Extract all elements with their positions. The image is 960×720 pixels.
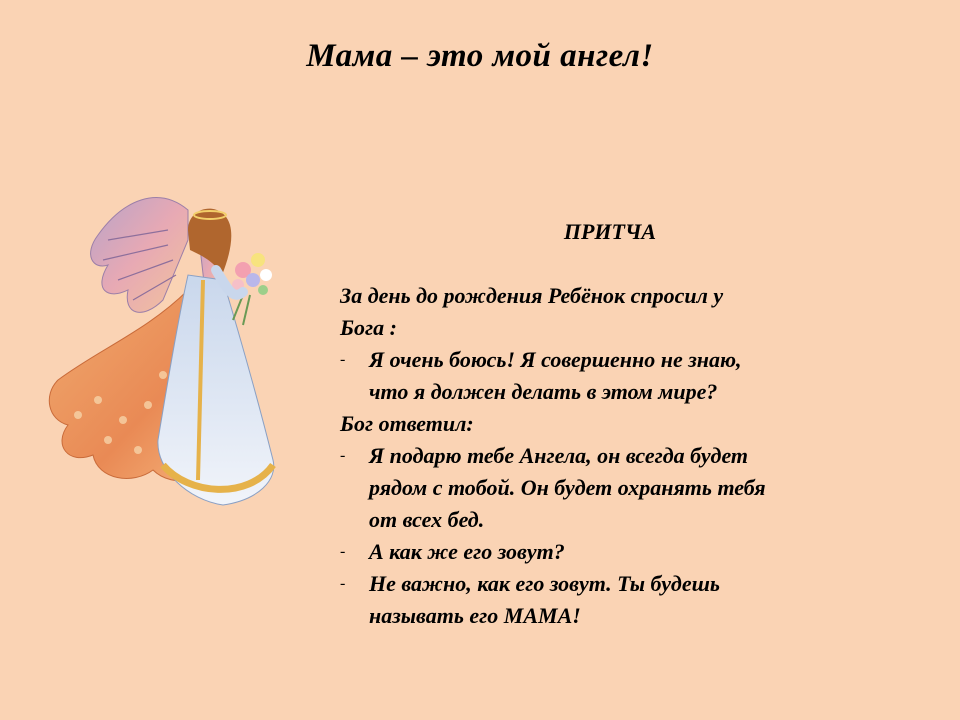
dialogue-item (340, 344, 900, 408)
parable-text (340, 216, 900, 632)
dialogue-line: А как же его зовут? (369, 539, 565, 564)
parable-heading: ПРИТЧА (563, 219, 657, 244)
dialogue-line: Не важно, как его зовут. Ты будешь (369, 571, 720, 596)
angel-with-flowers-icon (38, 180, 288, 525)
intro-line: Бога : (340, 315, 397, 340)
god-answered-line: Бог ответил: (340, 411, 474, 436)
dialogue-line: называть его МАМА! (369, 603, 581, 628)
dialogue-line: что я должен делать в этом мире? (369, 379, 718, 404)
intro-paragraph (340, 280, 900, 344)
dialogue-item (340, 568, 900, 632)
dash-bullet: - (340, 351, 346, 368)
dialogue-line: Я очень боюсь! Я совершенно не знаю, (369, 347, 742, 372)
dialogue-line: от всех бед. (369, 507, 485, 532)
dialogue-line: рядом с тобой. Он будет охранять тебя (369, 475, 766, 500)
dash-bullet: - (340, 543, 346, 560)
dialogue-item (340, 536, 900, 568)
dash-bullet: - (340, 447, 346, 464)
slide-title: Мама – это мой ангел! (306, 38, 654, 74)
dialogue-item (340, 440, 900, 536)
dash-bullet: - (340, 575, 346, 592)
dialogue-line: Я подарю тебе Ангела, он всегда будет (369, 443, 749, 468)
intro-line: За день до рождения Ребёнок спросил у (340, 283, 724, 308)
